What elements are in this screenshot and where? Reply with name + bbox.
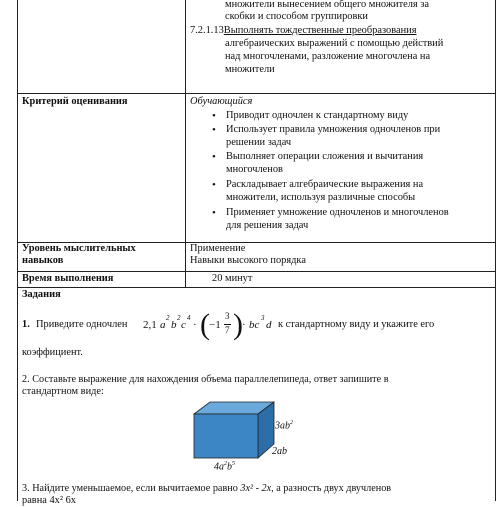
criteria-bullet-2-cont: решении задач — [226, 137, 292, 148]
objective-item-line-4: множители — [225, 64, 275, 75]
task-3-line-2: равна 4x² 6x — [22, 495, 76, 506]
expr-minus-one: −1 — [209, 319, 221, 331]
box-label-bottom-a: 4a — [214, 461, 224, 473]
box-label-bottom — [214, 458, 235, 473]
task-1-text-a: Приведите одночлен — [36, 319, 128, 330]
expr-exp-c: 4 — [187, 314, 191, 322]
bullet-icon: • — [212, 151, 216, 163]
row-divider-criteria — [17, 93, 496, 94]
task-3-text-a: 3. Найдите уменьшаемое, если вычитаемое равно — [22, 483, 238, 494]
bullet-icon: • — [212, 124, 216, 136]
parallelepiped-figure — [188, 396, 328, 476]
box-label-bottom-exp1: 2 — [224, 461, 227, 467]
objective-item — [190, 25, 417, 37]
right-paren: ) — [233, 308, 243, 341]
criteria-bullet-5-text: Применяет умножение одночленов и многочленов — [226, 207, 449, 218]
expr-var-c: c — [181, 319, 186, 331]
expr-tail-d: d — [266, 319, 272, 331]
thinking-label-line-2: навыков — [22, 255, 64, 266]
expr-dot-1: · — [193, 319, 197, 331]
criteria-bullet-4 — [212, 179, 424, 191]
box-label-bottom-b: b — [227, 461, 232, 473]
task-3-line-1 — [22, 483, 391, 495]
task-2-line-1: 2. Составьте выражение для нахождения объема параллелепипеда, ответ запишите в — [22, 374, 389, 385]
task-3-expression: 3x² - 2x, — [240, 483, 274, 494]
table-left-border — [17, 0, 18, 501]
box-label-top-text: 3ab — [275, 420, 290, 432]
criteria-bullet-1 — [212, 110, 409, 122]
criteria-bullet-2-text: Использует правила умножения одночленов при — [226, 124, 441, 135]
box-front-face — [194, 414, 258, 458]
bullet-icon: • — [212, 207, 216, 219]
left-paren: ( — [200, 308, 210, 341]
thinking-label-line-1: Уровень мыслительных — [22, 243, 136, 254]
expr-coefficient: 2,1 — [143, 319, 157, 331]
expr-exp-a: 2 — [166, 314, 170, 322]
thinking-value-line-1: Применение — [190, 243, 246, 254]
box-label-right: 2ab — [272, 446, 287, 457]
expr-var-a: a — [160, 319, 166, 331]
box-label-top-exp: 2 — [290, 420, 293, 426]
table-right-border — [495, 0, 496, 501]
criteria-bullet-3 — [212, 151, 424, 163]
objective-item-line-1: Выполнять тождественные преобразования — [223, 25, 417, 36]
objective-line-1: множители вынесением общего множителя за — [225, 0, 430, 10]
criteria-bullet-2 — [212, 124, 441, 136]
objective-item-line-3: над многочленами, разложение многочлена на — [225, 51, 431, 62]
column-divider — [185, 0, 186, 287]
bullet-icon: • — [212, 179, 216, 191]
row-divider-time — [17, 271, 496, 272]
criteria-bullet-3-text: Выполняет операции сложения и вычитания — [226, 151, 424, 162]
task-2-line-2: стандартном виде: — [22, 386, 104, 397]
criteria-bullet-1-text: Приводит одночлен к стандартному виду — [226, 110, 409, 121]
criteria-bullet-5-cont: для решения задач — [226, 220, 309, 231]
fraction-denominator: 7 — [225, 325, 230, 335]
box-label-bottom-exp2: 5 — [232, 461, 235, 467]
criteria-bullet-4-cont: множители, используя различные способы — [226, 192, 416, 203]
expr-tail-bc: bc — [249, 319, 260, 331]
objective-code: 7.2.1.13 — [190, 25, 224, 36]
task-1-number: 1. — [22, 319, 30, 330]
task-1-text-c: коэффициент. — [22, 347, 83, 358]
criteria-bullet-5 — [212, 207, 449, 219]
expr-exp-b: 2 — [177, 314, 181, 322]
time-value: 20 минут — [212, 273, 253, 284]
bullet-icon: • — [212, 110, 216, 122]
task-1-text-b: к стандартному виду и укажите его — [278, 319, 435, 330]
expr-exp-3: 3 — [261, 314, 265, 322]
criteria-bullet-4-text: Раскладывает алгебраические выражения на — [226, 179, 424, 190]
criteria-intro: Обучающийся — [190, 96, 253, 107]
expr-var-b: b — [171, 319, 177, 331]
task-3-text-b: а разность двух двучленов — [276, 483, 392, 494]
row-divider-tasks — [17, 287, 496, 288]
objective-line-2: скобки и способом группировки — [225, 11, 368, 22]
tasks-heading: Задания — [22, 289, 61, 300]
criteria-label: Критерий оценивания — [22, 96, 128, 107]
box-label-top — [275, 417, 293, 432]
time-label: Время выполнения — [22, 273, 114, 284]
task-1-expression — [140, 307, 280, 347]
criteria-bullet-3-cont: многочленов — [226, 164, 283, 175]
fraction-numerator: 3 — [225, 311, 230, 321]
thinking-value-line-2: Навыки высокого порядка — [190, 255, 306, 266]
objective-item-line-2: алгебраических выражений с помощью действий — [225, 38, 444, 49]
expr-dot-2: · — [242, 319, 246, 331]
